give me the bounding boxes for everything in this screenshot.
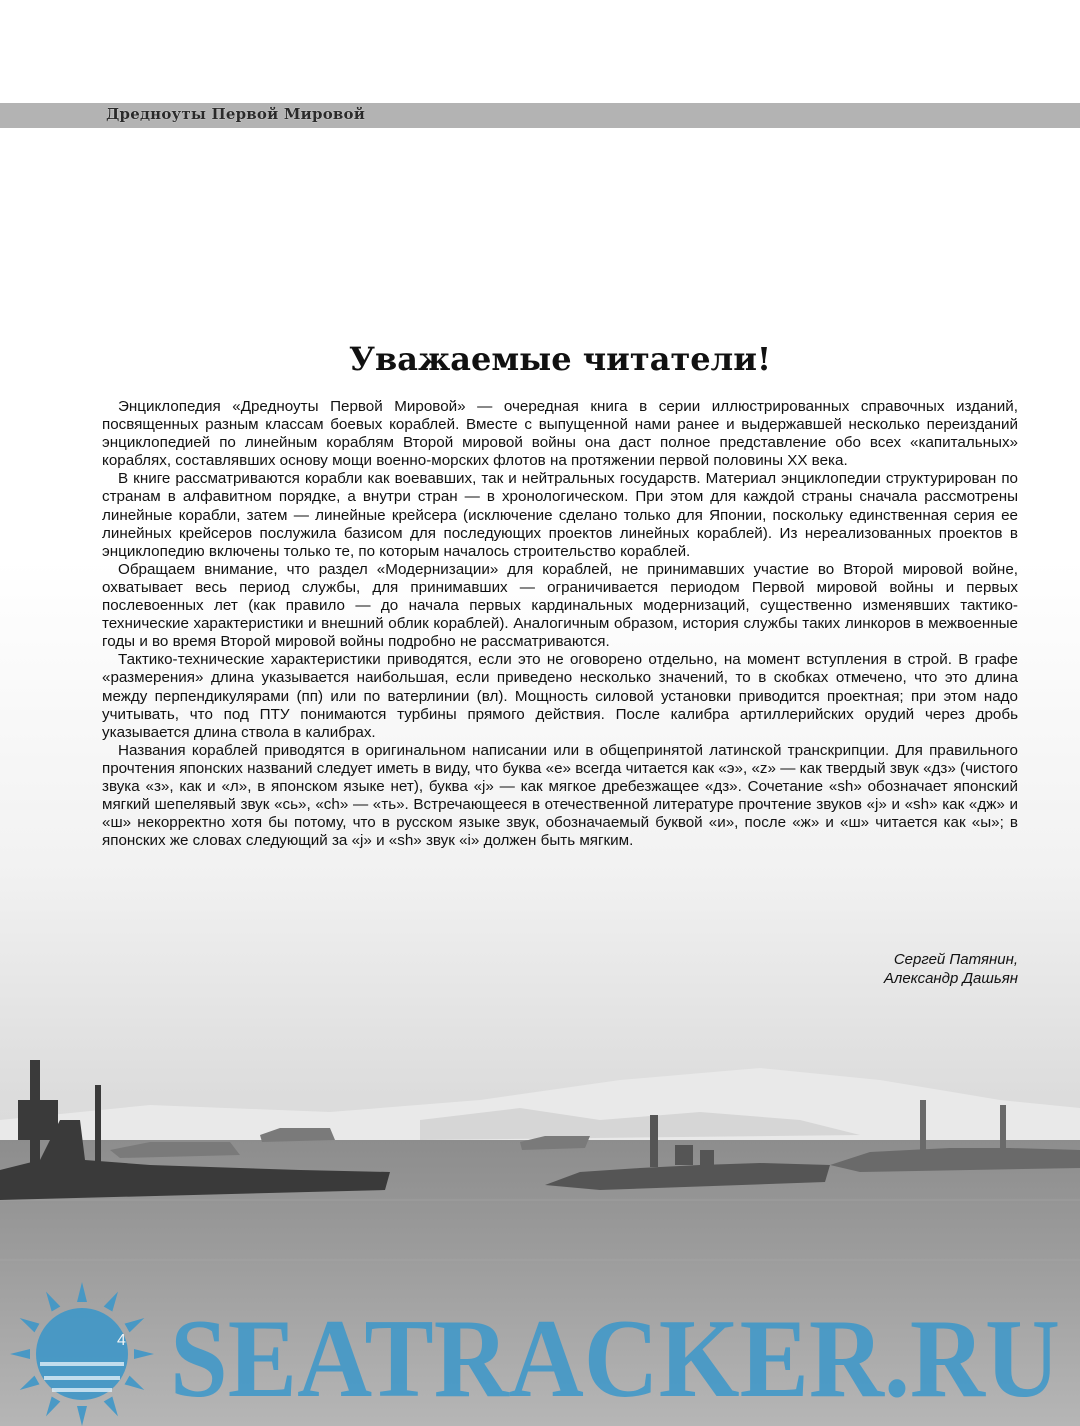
paragraph: Тактико-технические характеристики приводятся, если это не оговорено отдельно, на момент вступления в строй. В графе «размерения» длина указывается наибольшая, если приведено несколько значений, то в скобках отмечено, что это длина между перпендикулярами (пп) или по ватерлинии (вл). Мощность силовой установки приводится проектная; при этом надо учитывать, что под ПТУ понимаются турбины прямого действия. После калибра артиллерийских орудий через дробь указывается длина ствола в калибрах. [102,651,1018,741]
running-header: Дредноуты Первой Мировой [106,105,366,123]
paragraph: Обращаем внимание, что раздел «Модернизации» для кораблей, не принимавших участие во Второй мировой войне, охватывает весь период службы, для принимавших — ограничивается периодом Первой мировой войны и первых послевоенных лет (как правило — до начала первых кардинальных модернизаций, существенно изменявших тактико-технические характеристики и внешний облик кораблей). Аналогичным образом, история службы таких линкоров в межвоенные годы и во время Второй мировой войны подробно не рассматриваются. [102,560,1018,651]
author-signature [884,950,1018,988]
author-name: Сергей Патянин, [893,951,1018,968]
page-title: Уважаемые читатели! [349,340,771,378]
author-name: Александр Дашьян [883,970,1018,987]
sun-logo-icon [0,1268,165,1426]
page-number: 4 [117,1332,126,1349]
article-body [102,398,1018,850]
paragraph: Энциклопедия «Дредноуты Первой Мировой» — очередная книга в серии иллюстрированных справочных изданий, посвященных разным классам боевых кораблей. Вместе с выпущенной нами ранее и выдержавшей несколько переизданий энциклопедией по линейным кораблям Второй мировой войны она даст полное представление обо всех «капитальных» кораблях, составлявших основу мощи военно-морских флотов на протяжении первой половины XX века. [102,398,1018,470]
watermark [170,1284,1070,1414]
paragraph: Названия кораблей приводятся в оригинальном написании или в общепринятой латинской транскрипции. Для правильного прочтения японских названий следует иметь в виду, что буква «е» всегда читается как «э», «z» — как твердый звук «дз» (чистого звука «з», как и «л», в японском языке нет), буква «j» — как мягкое дребезжащее «дз». Сочетание «sh» обозначает японский мягкий шепелявый звук «сь», «ch» — «ть». Встречающееся в отечественной литературе прочтение звуков «j» и «sh» как «дж» и «ш» некорректно хотя бы потому, что в русском языке звук, обозначаемый буквой «и», после «ж» и «ш» читается как «ы»; в японских же словах следующий за «j» и «sh» звук «i» должен быть мягким. [102,741,1018,850]
paragraph: В книге рассматриваются корабли как воевавших, так и нейтральных государств. Материал энциклопедии структурирован по странам в алфавитном порядке, а внутри стран — в хронологическом. При этом для каждой страны сначала рассмотрены линейные корабли, затем — линейные крейсера (исключение сделано только для Японии, поскольку единственная серия ее линейных крейсеров послужила базисом для последующих проектов линейных кораблей). Из нереализованных проектов в энциклопедию включены только те, по которым началось строительство кораблей. [102,470,1018,560]
watermark-text: SEATRACKER.RU [170,1297,1060,1414]
